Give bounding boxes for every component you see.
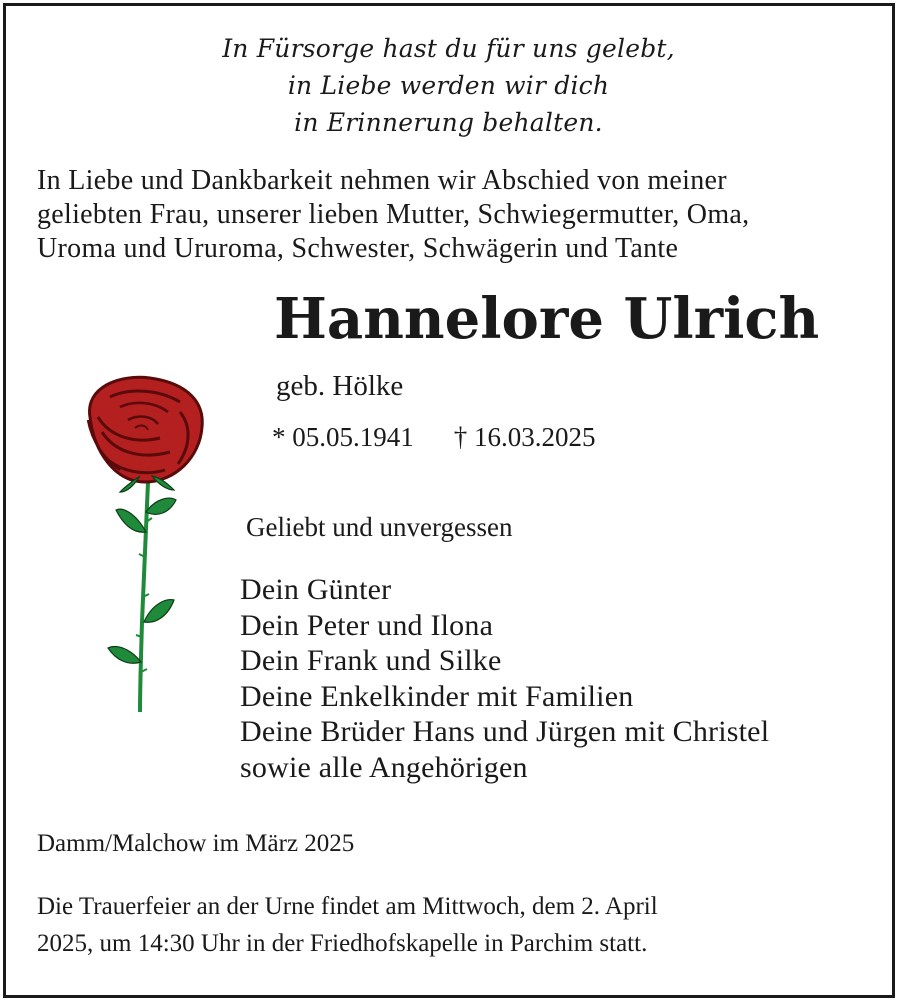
mourner-line: Dein Frank und Silke xyxy=(240,644,502,678)
intro-line: Uroma und Ururoma, Schwester, Schwägerin und Tante xyxy=(37,233,679,264)
motto xyxy=(0,30,897,141)
mourner-line: Deine Brüder Hans und Jürgen mit Christel xyxy=(240,715,770,749)
service-line: 2025, um 14:30 Uhr in der Friedhofskapelle in Parchim statt. xyxy=(37,930,648,957)
mourner-line: sowie alle Angehörigen xyxy=(240,750,528,784)
motto-line: In Fürsorge hast du für uns gelebt, xyxy=(222,34,675,63)
deceased-name: Hannelore Ulrich xyxy=(274,286,820,352)
place-date: Damm/Malchow im März 2025 xyxy=(37,830,355,857)
motto-line: in Liebe werden wir dich xyxy=(287,71,610,100)
death-date: † 16.03.2025 xyxy=(453,422,596,452)
mourners-list xyxy=(240,572,769,786)
mourner-line: Deine Enkelkinder mit Familien xyxy=(240,679,634,713)
birth-name: geb. Hölke xyxy=(276,370,404,402)
intro-line: In Liebe und Dankbarkeit nehmen wir Abschied von meiner xyxy=(37,165,727,196)
mourner-line: Dein Peter und Ilona xyxy=(240,608,494,642)
birth-date: * 05.05.1941 xyxy=(272,422,414,452)
service-info xyxy=(37,888,658,962)
motto-line: in Erinnerung behalten. xyxy=(294,108,603,137)
tagline: Geliebt und unvergessen xyxy=(246,512,513,542)
rose-icon xyxy=(80,372,210,717)
intro-line: geliebten Frau, unserer lieben Mutter, Schwiegermutter, Oma, xyxy=(37,199,750,230)
life-dates xyxy=(272,420,596,454)
service-line: Die Trauerfeier an der Urne findet am Mittwoch, dem 2. April xyxy=(37,893,658,920)
mourner-line: Dein Günter xyxy=(240,573,392,606)
intro-text xyxy=(37,164,867,266)
